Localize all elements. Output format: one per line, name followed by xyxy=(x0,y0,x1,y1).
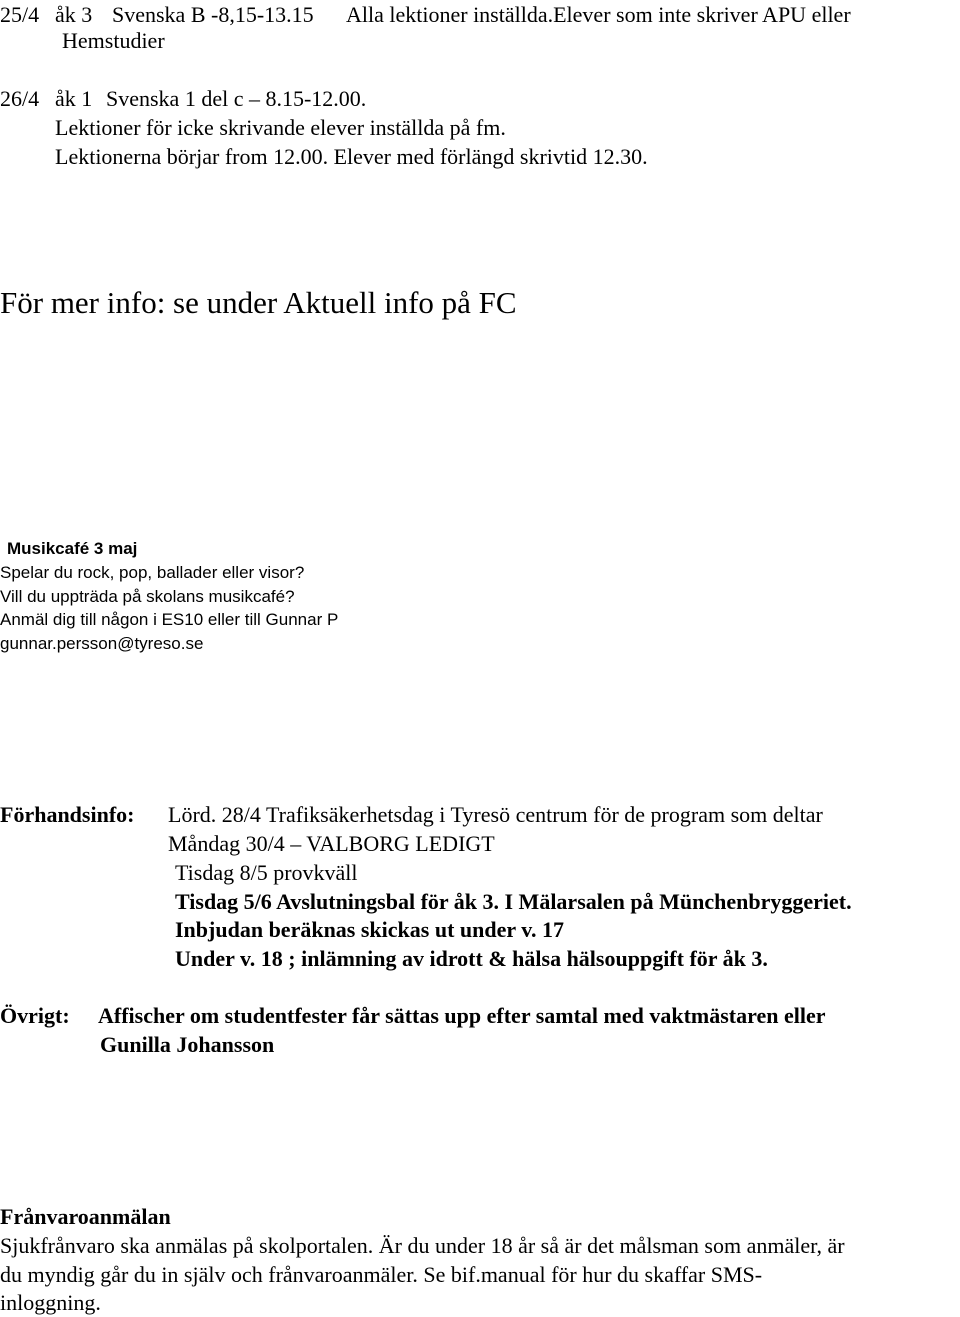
forhandsinfo-item: Tisdag 8/5 provkväll xyxy=(175,860,358,885)
entry-note: Lektioner för icke skrivande elever inställda på fm. xyxy=(55,115,506,140)
forhandsinfo-item: Tisdag 5/6 Avslutningsbal för åk 3. I Mälarsalen på Münchenbryggeriet. xyxy=(175,889,852,914)
forhandsinfo-item: Måndag 30/4 – VALBORG LEDIGT xyxy=(168,831,495,856)
forhandsinfo-item: Under v. 18 ; inlämning av idrott & hälsa hälsouppgift för åk 3. xyxy=(175,946,768,971)
musikcafe-email: gunnar.persson@tyreso.se xyxy=(0,634,204,653)
entry-date: 25/4 xyxy=(0,2,40,27)
entry-note: Hemstudier xyxy=(62,28,165,53)
more-info-line: För mer info: se under Aktuell info på FC xyxy=(0,285,517,320)
musikcafe-text: Anmäl dig till någon i ES10 eller till Gunnar P xyxy=(0,610,339,629)
franvaro-text: Sjukfrånvaro ska anmälas på skolportalen. Är du under 18 år så är det målsman som anmäler, är xyxy=(0,1233,845,1258)
entry-note: Lektionerna börjar from 12.00. Elever med förlängd skrivtid 12.30. xyxy=(55,144,648,169)
musikcafe-title: Musikcafé 3 maj xyxy=(7,539,138,558)
forhandsinfo-item: Inbjudan beräknas skickas ut under v. 17 xyxy=(175,917,565,942)
ovrigt-label: Övrigt: xyxy=(0,1003,70,1028)
franvaro-heading: Frånvaroanmälan xyxy=(0,1204,171,1229)
forhandsinfo-label: Förhandsinfo: xyxy=(0,802,135,827)
musikcafe-text: Vill du uppträda på skolans musikcafé? xyxy=(0,587,295,606)
forhandsinfo-item: Lörd. 28/4 Trafiksäkerhetsdag i Tyresö centrum för de program som deltar xyxy=(168,802,823,827)
entry-year: åk 1 xyxy=(55,86,93,111)
entry-subject: Svenska B -8,15-13.15 xyxy=(112,2,314,27)
entry-note: Alla lektioner inställda.Elever som inte skriver APU eller xyxy=(346,2,851,27)
franvaro-text: inloggning. xyxy=(0,1290,101,1315)
musikcafe-text: Spelar du rock, pop, ballader eller visor? xyxy=(0,563,305,582)
ovrigt-text: Affischer om studentfester får sättas upp efter samtal med vaktmästaren eller xyxy=(98,1003,826,1028)
entry-year: åk 3 xyxy=(55,2,93,27)
franvaro-text: du myndig går du in själv och frånvaroanmäler. Se bif.manual för hur du skaffar SMS- xyxy=(0,1262,763,1287)
entry-date: 26/4 xyxy=(0,86,40,111)
ovrigt-text: Gunilla Johansson xyxy=(100,1032,275,1057)
entry-subject: Svenska 1 del c – 8.15-12.00. xyxy=(106,86,367,111)
